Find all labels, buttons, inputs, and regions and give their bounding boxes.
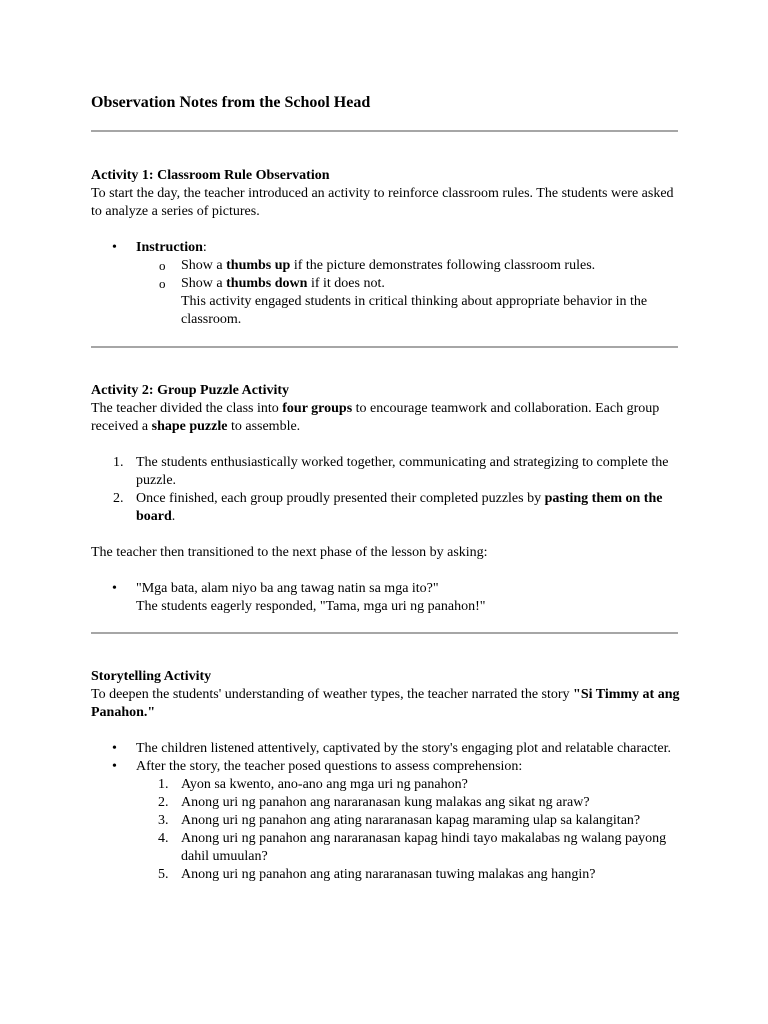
list-item xyxy=(91,758,681,884)
instruction-list xyxy=(91,239,681,329)
sub2-pre: Show a xyxy=(181,276,227,291)
quote-answer: The students eagerly responded, "Tama, mga uri ng panahon!" xyxy=(136,599,486,614)
comprehension-questions xyxy=(136,776,681,884)
circle-bullet-icon: o xyxy=(159,258,166,273)
bullet-icon: • xyxy=(112,741,117,756)
intro-bold: four groups xyxy=(282,401,353,416)
intro-text: to encourage teamwork and collaboration. Each group received a xyxy=(91,401,660,434)
storytelling-list xyxy=(91,740,681,884)
question-text: Anong uri ng panahon ang nararanasan kapag hindi tayo makalabas ng walang payong dahil umuulan? xyxy=(181,831,667,864)
sub1-bold: thumbs up xyxy=(226,258,291,273)
sub2-note: This activity engaged students in critical thinking about appropriate behavior in the classroom. xyxy=(181,294,648,327)
question-item xyxy=(136,812,681,830)
item-number: 1. xyxy=(113,455,124,470)
storytelling-section xyxy=(91,668,681,884)
divider xyxy=(91,130,678,132)
instruction-colon: : xyxy=(202,240,207,255)
item-text: . xyxy=(171,509,176,524)
question-text: Anong uri ng panahon ang ating nararanasan kapag maraming ulap sa kalangitan? xyxy=(181,813,641,828)
divider xyxy=(91,346,678,348)
instruction-label: Instruction xyxy=(136,240,203,255)
intro-bold: shape puzzle xyxy=(151,419,228,434)
bullet-icon: • xyxy=(112,759,117,774)
activity-2-intro xyxy=(91,400,681,436)
sub1-pre: Show a xyxy=(181,258,227,273)
question-item xyxy=(136,776,681,794)
intro-text: to assemble. xyxy=(227,419,301,434)
question-text: Ayon sa kwento, ano-ano ang mga uri ng panahon? xyxy=(181,777,468,792)
activity-1-section xyxy=(91,167,681,329)
question-number: 3. xyxy=(158,813,169,828)
storytelling-heading: Storytelling Activity xyxy=(91,669,212,684)
question-number: 4. xyxy=(158,831,169,846)
bullet-icon: • xyxy=(112,240,117,255)
list-item xyxy=(91,740,681,758)
sub2-post: if it does not. xyxy=(307,276,385,291)
item-text: The children listened attentively, captivated by the story's engaging plot and relatable character. xyxy=(136,741,671,756)
question-number: 1. xyxy=(158,777,169,792)
item-text: After the story, the teacher posed questions to assess comprehension: xyxy=(136,759,523,774)
storytelling-intro xyxy=(91,686,681,722)
instruction-sublist xyxy=(136,257,681,329)
bullet-icon: • xyxy=(112,581,117,596)
question-text: Anong uri ng panahon ang nararanasan kung malakas ang sikat ng araw? xyxy=(181,795,590,810)
list-item xyxy=(91,580,681,616)
activity-2-section xyxy=(91,382,681,616)
activity-1-intro: To start the day, the teacher introduced an activity to reinforce classroom rules. The students were asked to analyze a series of pictures. xyxy=(91,186,674,219)
question-item xyxy=(136,830,681,866)
question-item xyxy=(136,866,681,884)
quote-question: "Mga bata, alam niyo ba ang tawag natin sa mga ito?" xyxy=(136,581,439,596)
activity-1-heading: Activity 1: Classroom Rule Observation xyxy=(91,168,330,183)
question-number: 5. xyxy=(158,867,169,882)
item-number: 2. xyxy=(113,491,124,506)
question-item xyxy=(136,794,681,812)
list-item xyxy=(91,490,681,526)
list-item xyxy=(136,257,681,275)
question-text: Anong uri ng panahon ang ating nararanasan tuwing malakas ang hangin? xyxy=(181,867,596,882)
intro-text: The teacher divided the class into xyxy=(91,401,283,416)
circle-bullet-icon: o xyxy=(159,276,166,291)
story-title: "Si Timmy at ang Panahon." xyxy=(91,687,680,720)
item-bold: pasting them on the board xyxy=(136,491,663,524)
list-item xyxy=(91,239,681,329)
sub2-bold: thumbs down xyxy=(226,276,308,291)
question-number: 2. xyxy=(158,795,169,810)
page-title: Observation Notes from the School Head xyxy=(91,94,371,111)
item-text: The students enthusiastically worked together, communicating and strategizing to complete the puzzle. xyxy=(136,455,669,488)
transition-text: The teacher then transitioned to the next phase of the lesson by asking: xyxy=(91,545,488,560)
item-text: Once finished, each group proudly presented their completed puzzles by xyxy=(136,491,545,506)
divider xyxy=(91,632,678,634)
list-item xyxy=(136,275,681,329)
quote-list xyxy=(91,580,681,616)
intro-text: To deepen the students' understanding of weather types, the teacher narrated the story xyxy=(91,687,574,702)
activity-2-heading: Activity 2: Group Puzzle Activity xyxy=(91,383,290,398)
list-item xyxy=(91,454,681,490)
activity-2-steps xyxy=(91,454,681,526)
sub1-post: if the picture demonstrates following classroom rules. xyxy=(290,258,596,273)
